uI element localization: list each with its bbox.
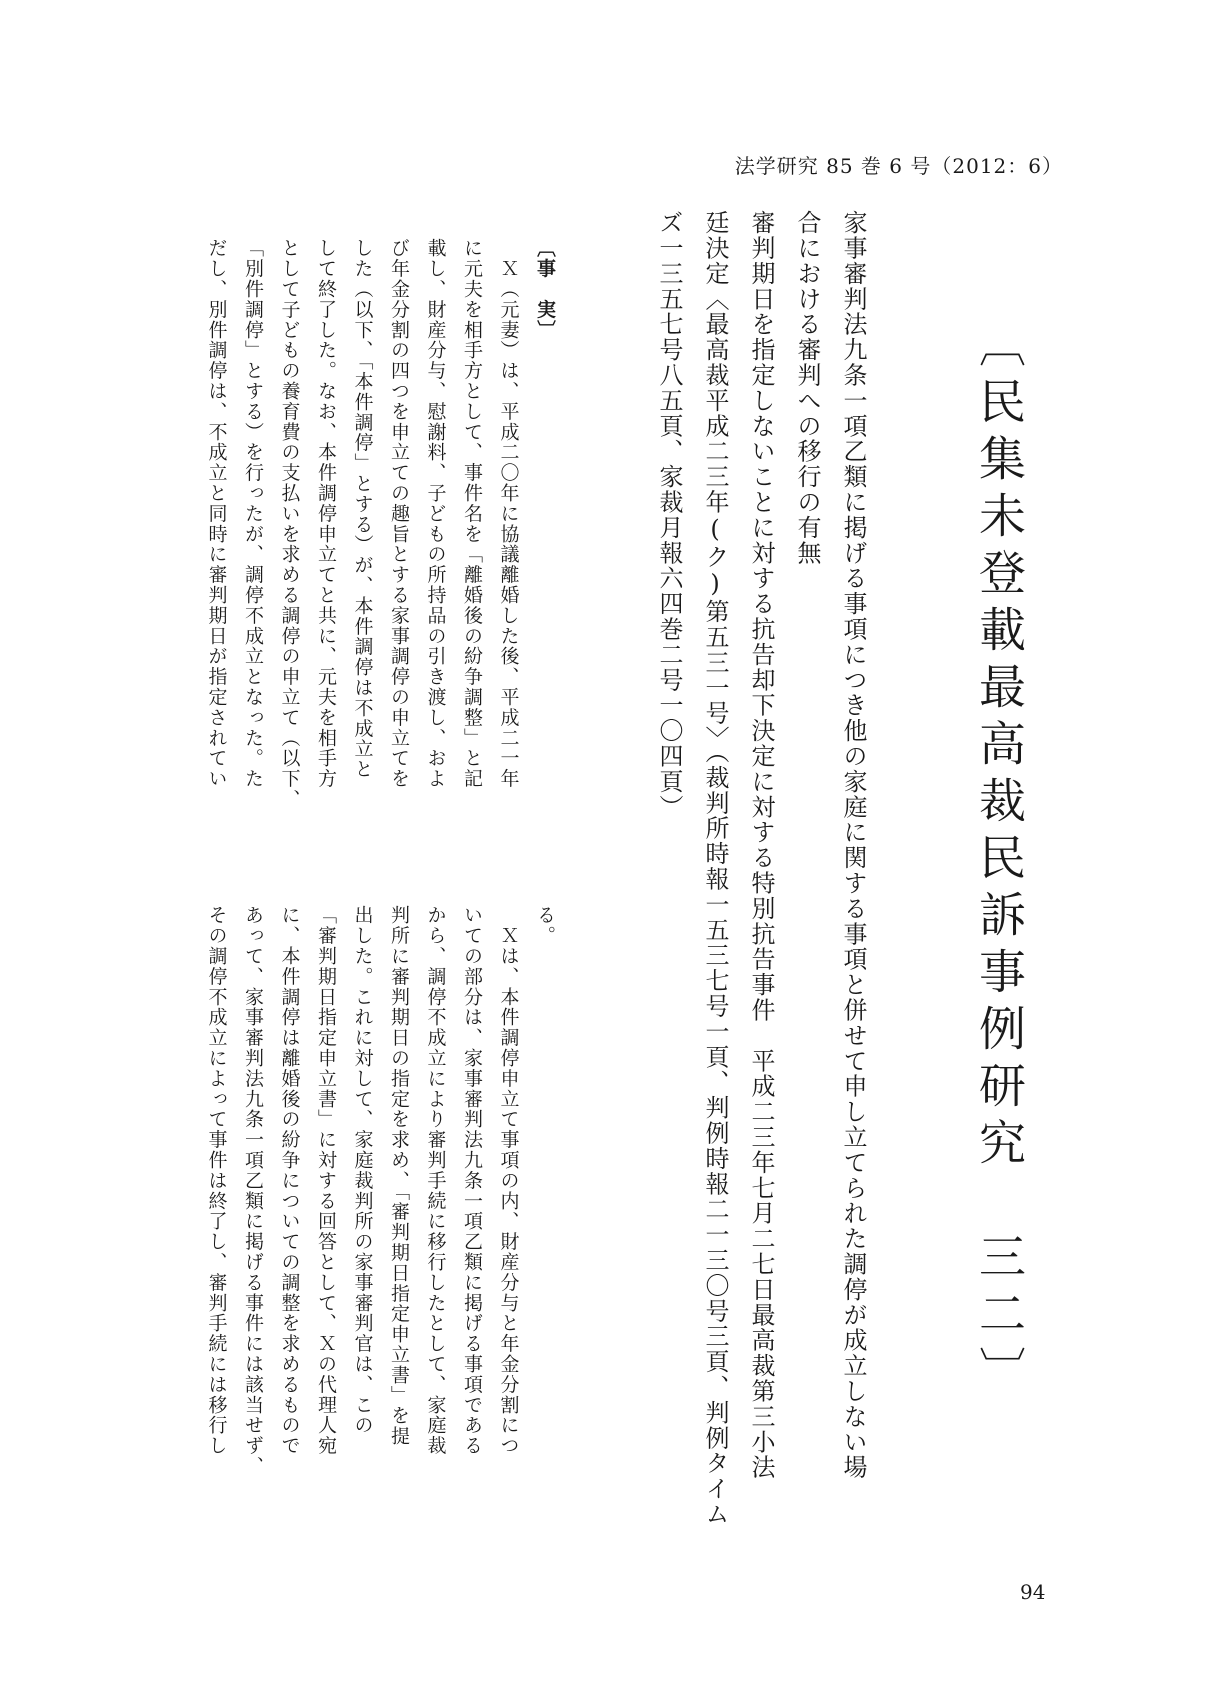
series-title: 〔民集未登載最高裁民訴事例研究 三二〕: [971, 320, 1026, 1403]
body-line: だし、別件調停は、不成立と同時に審判期日が指定されてい: [205, 238, 228, 789]
body-column-upper: [198, 238, 563, 858]
running-head: 法学研究 85 巻 6 号（2012：6）: [734, 154, 1063, 178]
body-line: として子どもの養育費の支払いを求める調停の申立て（以下、: [278, 238, 301, 810]
body-line: Ｘ（元妻）は、平成二〇年に協議離婚した後、平成二一年: [497, 238, 520, 789]
body-line: いての部分は、家事審判法九条一項乙類に掲げる事項である: [461, 905, 483, 1456]
case-title-line: 家事審判法九条一項乙類に掲げる事項につき他の家庭に関する事項と併せて申し立てられた調停が成立しない場: [839, 210, 867, 1480]
section-heading: 〔事 実〕: [534, 238, 556, 340]
body-line: に元夫を相手方として、事件名を「離婚後の紛争調整」と記: [461, 238, 483, 789]
body-column-lower: [198, 905, 563, 1505]
case-title-line: 廷決定〈最高裁平成二三年(ク)第五三一号〉（裁判所時報一五三七号一頁、判例時報二一三〇号三頁、判例タイム: [701, 210, 729, 1527]
body-line: あって、家事審判法九条一項乙類に掲げる事件には該当せず、: [242, 905, 264, 1477]
body-line: 載し、財産分与、慰謝料、子どもの所持品の引き渡し、およ: [424, 238, 447, 789]
body-line: 判所に審判期日の指定を求め、「審判期日指定申立書」を提: [388, 905, 410, 1447]
body-line: 「別件調停」とする）を行ったが、調停不成立となった。た: [242, 238, 264, 789]
body-line: して終了した。なお、本件調停申立てと共に、元夫を相手方: [315, 238, 337, 789]
case-title-line: 合における審判への移行の有無: [793, 210, 821, 566]
body-line: 「審判期日指定申立書」に対する回答として、Ｘの代理人宛: [315, 905, 337, 1456]
body-line: に、本件調停は離婚後の紛争についての調整を求めるもので: [278, 905, 301, 1456]
case-title: [646, 210, 876, 1527]
body-line: その調停不成立によって事件は終了し、審判手続には移行し: [205, 905, 228, 1456]
body-line: る。: [534, 905, 556, 946]
case-title-line: 審判期日を指定しないことに対する抗告却下決定に対する特別抗告事件 平成二三年七月二七日最高裁第三小法: [747, 210, 775, 1480]
body-line: び年金分割の四つを申立ての趣旨とする家事調停の申立てを: [388, 238, 410, 789]
body-line: 出した。これに対して、家庭裁判所の家事審判官は、この: [351, 905, 374, 1436]
case-title-line: ズ一三五七号八五頁、家裁月報六四巻二号一〇四頁）: [655, 210, 683, 820]
body-line: Ｘは、本件調停申立て事項の内、財産分与と年金分割につ: [497, 905, 520, 1456]
body-line: から、調停不成立により審判手続に移行したとして、家庭裁: [424, 905, 447, 1456]
page-number: 94: [1020, 1580, 1046, 1604]
body-line: した（以下、「本件調停」とする）が、本件調停は不成立と: [351, 238, 374, 780]
